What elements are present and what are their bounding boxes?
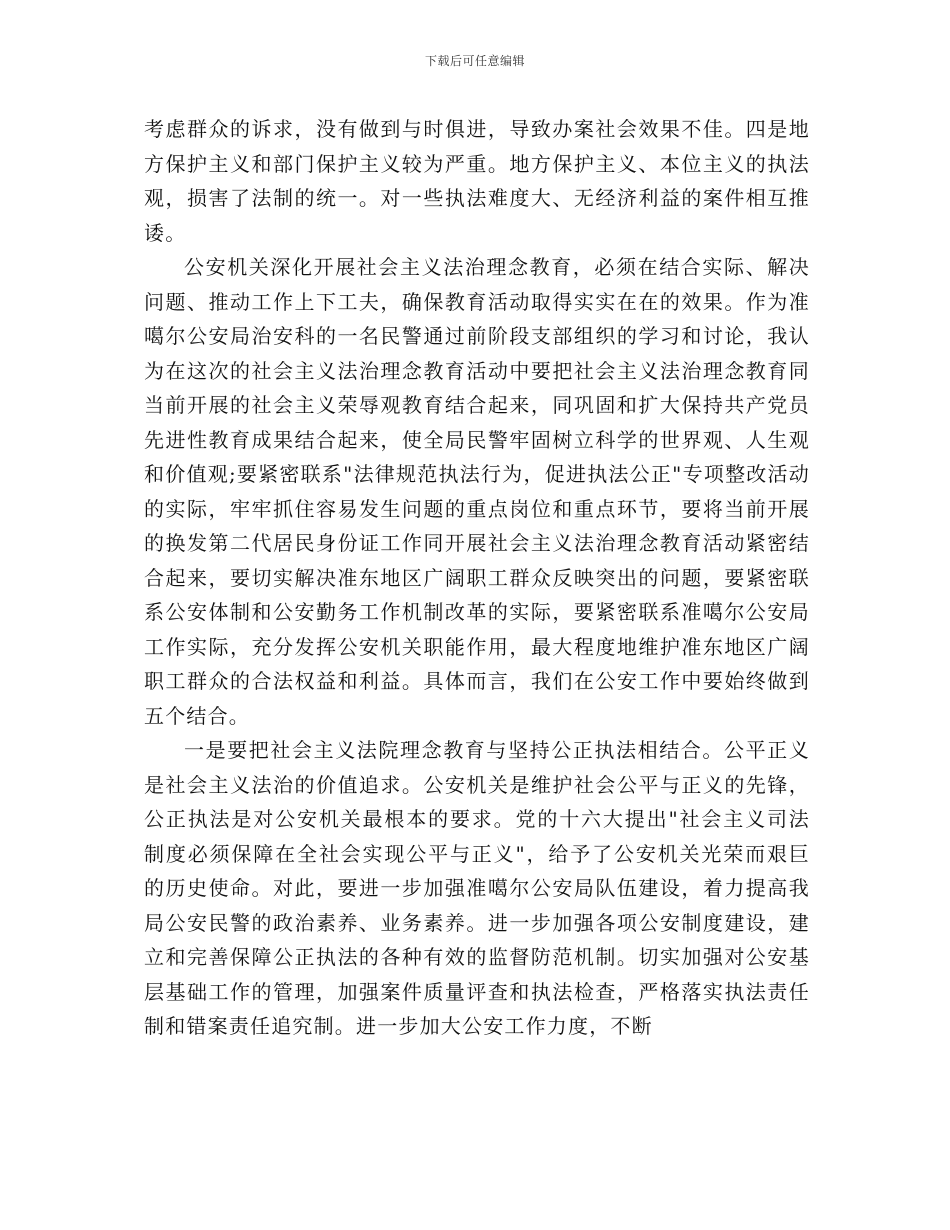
page-header: 下载后可任意编辑 [424,54,525,68]
paragraph-3: 一是要把社会主义法院理念教育与坚持公正执法相结合。公平正义是社会主义法治的价值追求。公安机关是维护社会公平与正义的先锋，公正执法是对公安机关最根本的要求。党的十六大提出"社会主义司法制度必须保障在全社会实现公平与正义"，给予了公安机关光荣而艰巨的历史使命。对此，要进一步加强准噶尔公安局队伍建设，着力提高我局公安民警的政治素养、业务素养。进一步加强各项公安制度建设，建立和完善保障公正执法的各种有效的监督防范机制。切实加强对公安基层基础工作的管理，加强案件质量评查和执法检查，严格落实执法责任制和错案责任追究制。进一步加大公安工作力度，不断 [144,738,810,1038]
document-body [144,112,810,1044]
paragraph-1: 考虑群众的诉求，没有做到与时俱进，导致办案社会效果不佳。四是地方保护主义和部门保护主义较为严重。地方保护主义、本位主义的执法观，损害了法制的统一。对一些执法难度大、无经济利益的案件相互推诿。 [144,117,810,245]
paragraph-2: 公安机关深化开展社会主义法治理念教育，必须在结合实际、解决问题、推动工作上下工夫，确保教育活动取得实实在在的效果。作为准噶尔公安局治安科的一名民警通过前阶段支部组织的学习和讨论，我认为在这次的社会主义法治理念教育活动中要把社会主义法治理念教育同当前开展的社会主义荣辱观教育结合起来，同巩固和扩大保持共产党员先进性教育成果结合起来，使全局民警牢固树立科学的世界观、人生观和价值观;要紧密联系"法律规范执法行为，促进执法公正"专项整改活动的实际，牢牢抓住容易发生问题的重点岗位和重点环节，要将当前开展的换发第二代居民身份证工作同开展社会主义法治理念教育活动紧密结合起来，要切实解决准东地区广阔职工群众反映突出的问题，要紧密联系公安体制和公安勤务工作机制改革的实际，要紧密联系准噶尔公安局工作实际，充分发挥公安机关职能作用，最大程度地维护准东地区广阔职工群众的合法权益和利益。具体而言，我们在公安工作中要始终做到五个结合。 [144,255,810,728]
